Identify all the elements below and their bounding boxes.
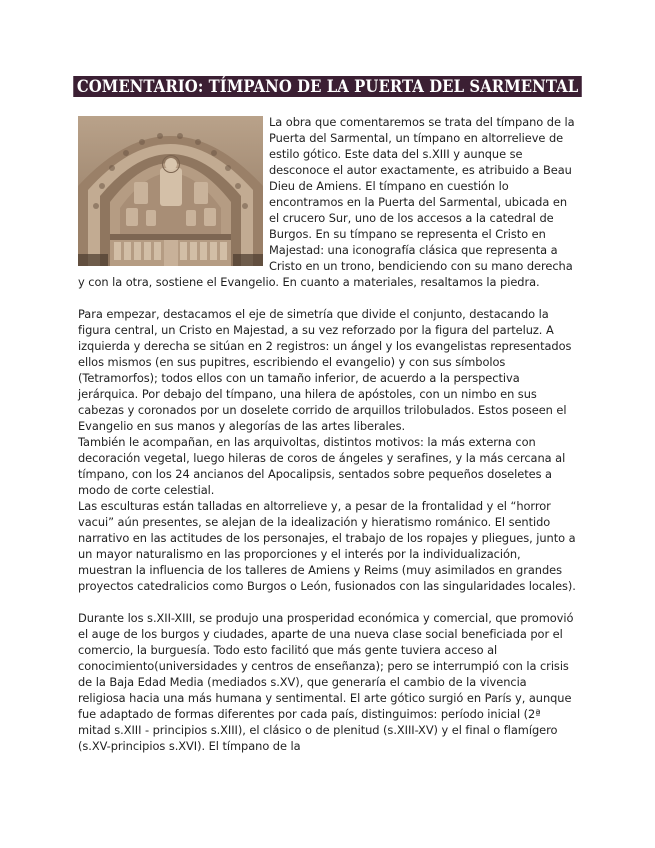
tympanum-photo (78, 116, 263, 266)
document-body (78, 114, 576, 754)
paragraph-composition: Para empezar, destacamos el eje de simetría que divide el conjunto, destacando la figura central, un Cristo en Majestad, a su vez reforzado por la figura del parteluz. A izquierda y derecha se sitúan en 2 registros: un ángel y los evangelistas representados ellos mismos (en sus pupitres, escribiendo el evangelio) y con sus símbolos (Tetramorfos); todos ellos con un tamaño inferior, de acuerdo a la perspectiva jerárquica. Por debajo del tímpano, una hilera de apóstoles, con un nimbo en sus cabezas y coronados por un doselete corrido de arquillos trilobulados. Estos poseen el Evangelio en sus manos y alegorías de las artes liberales. (78, 307, 572, 433)
page-title: COMENTARIO: TÍMPANO DE LA PUERTA DEL SARMENTAL (73, 76, 582, 97)
paragraph-archivolts: También le acompañan, en las arquivoltas, distintos motivos: la más externa con decoración vegetal, luego hileras de coros de ángeles y serafines, y la más cercana al tímpano, con los 24 ancianos del Apocalipsis, sentados sobre pequeños doseletes a modo de corte celestial. (78, 435, 566, 497)
title-bar (0, 76, 655, 97)
paragraph-intro: La obra que comentaremos se trata del tímpano de la Puerta del Sarmental, un tímpano en altorrelieve de estilo gótico. Este data del s.XIII y aunque se desconoce el autor exactamente, es atribuido a Beau Dieu de Amiens. El tímpano en cuestión lo encontramos en la Puerta del Sarmental, ubicada en el crucero Sur, uno de los accesos a la catedral de Burgos. En su tímpano se representa el Cristo en Majestad: una iconografía clásica que representa a Cristo en un trono, bendiciendo con su mano derecha y con la otra, sostiene el Evangelio. En cuanto a materiales, resaltamos la piedra. (78, 115, 575, 289)
paragraph-style: Las esculturas están talladas en altorrelieve y, a pesar de la frontalidad y el “horror vacui” aún presentes, se alejan de la idealización y hieratismo románico. El sentido narrativo en las actitudes de los personajes, el trabajo de los ropajes y pliegues, junto a un mayor naturalismo en las proporciones y el interés por la individualización, muestran la influencia de los talleres de Amiens y Reims (muy asimilados en grandes proyectos catedralicios como Burgos o León, fusionados con las singularidades locales). (78, 499, 576, 593)
paragraph-context: Durante los s.XII-XIII, se produjo una prosperidad económica y comercial, que promovió el auge de los burgos y ciudades, aparte de una nueva clase social beneficiada por el comercio, la burguesía. Todo esto facilitó que más gente tuviera acceso al conocimiento(universidades y centros de enseñanza); pero se interrumpió con la crisis de la Baja Edad Media (mediados s.XV), que generaría el cambio de la vivencia religiosa hacia una más humana y sentimental. El arte gótico surgió en París y, aunque fue adaptado de formas diferentes por cada país, distinguimos: período inicial (2ª mitad s.XIII - principios s.XIII), el clásico o de plenitud (s.XIII-XV) y el final o flamígero (s.XV-principios s.XVI). El tímpano de la (78, 611, 574, 753)
tympanum-illustration (78, 116, 263, 266)
